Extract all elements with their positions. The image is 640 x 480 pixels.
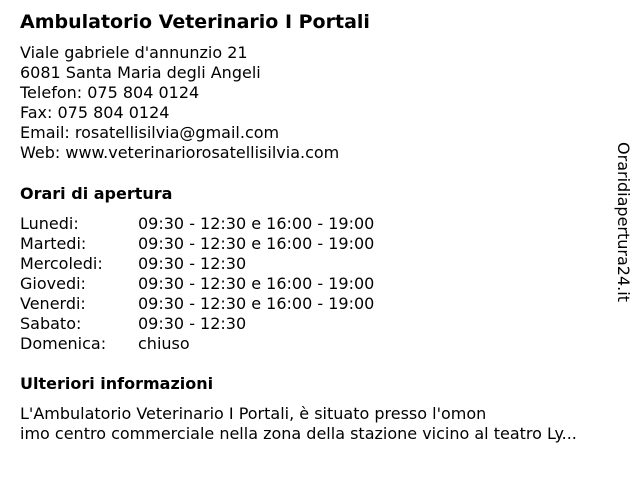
hours-row (20, 294, 374, 314)
info-description (20, 404, 630, 444)
day-label: Lunedi: (20, 214, 79, 233)
brand-watermark: Oraridiapertura24.it (614, 142, 633, 302)
hours-row (20, 214, 374, 234)
hours-row (20, 334, 374, 354)
time-range: 09:30 - 12:30 (138, 254, 247, 273)
fax-number: Fax: 075 804 0124 (20, 103, 170, 122)
hours-heading: Orari di apertura (20, 184, 173, 203)
day-label: Martedi: (20, 234, 87, 253)
business-name: Ambulatorio Veterinario I Portali (20, 11, 370, 33)
day-label: Venerdi: (20, 294, 86, 313)
time-range: chiuso (138, 334, 190, 353)
time-range: 09:30 - 12:30 e 16:00 - 19:00 (138, 274, 375, 293)
day-label: Domenica: (20, 334, 107, 353)
day-label: Sabato: (20, 314, 82, 333)
day-label: Giovedi: (20, 274, 86, 293)
hours-row (20, 234, 374, 254)
info-line: imo centro commerciale nella zona della stazione vicino al teatro Ly... (20, 424, 577, 443)
contact-block (20, 43, 339, 163)
address-city: 6081 Santa Maria degli Angeli (20, 63, 261, 82)
time-range: 09:30 - 12:30 e 16:00 - 19:00 (138, 214, 375, 233)
hours-row (20, 254, 374, 274)
day-label: Mercoledi: (20, 254, 103, 273)
hours-row (20, 314, 374, 334)
time-range: 09:30 - 12:30 e 16:00 - 19:00 (138, 294, 375, 313)
hours-row (20, 274, 374, 294)
opening-hours-list (20, 214, 374, 354)
website-address: Web: www.veterinariorosatellisilvia.com (20, 143, 340, 162)
time-range: 09:30 - 12:30 e 16:00 - 19:00 (138, 234, 375, 253)
info-heading: Ulteriori informazioni (20, 374, 214, 393)
phone-number: Telefon: 075 804 0124 (20, 83, 200, 102)
time-range: 09:30 - 12:30 (138, 314, 247, 333)
info-line: L'Ambulatorio Veterinario I Portali, è situato presso l'omon (20, 404, 487, 423)
email-address: Email: rosatellisilvia@gmail.com (20, 123, 280, 142)
address-street: Viale gabriele d'annunzio 21 (20, 43, 248, 62)
